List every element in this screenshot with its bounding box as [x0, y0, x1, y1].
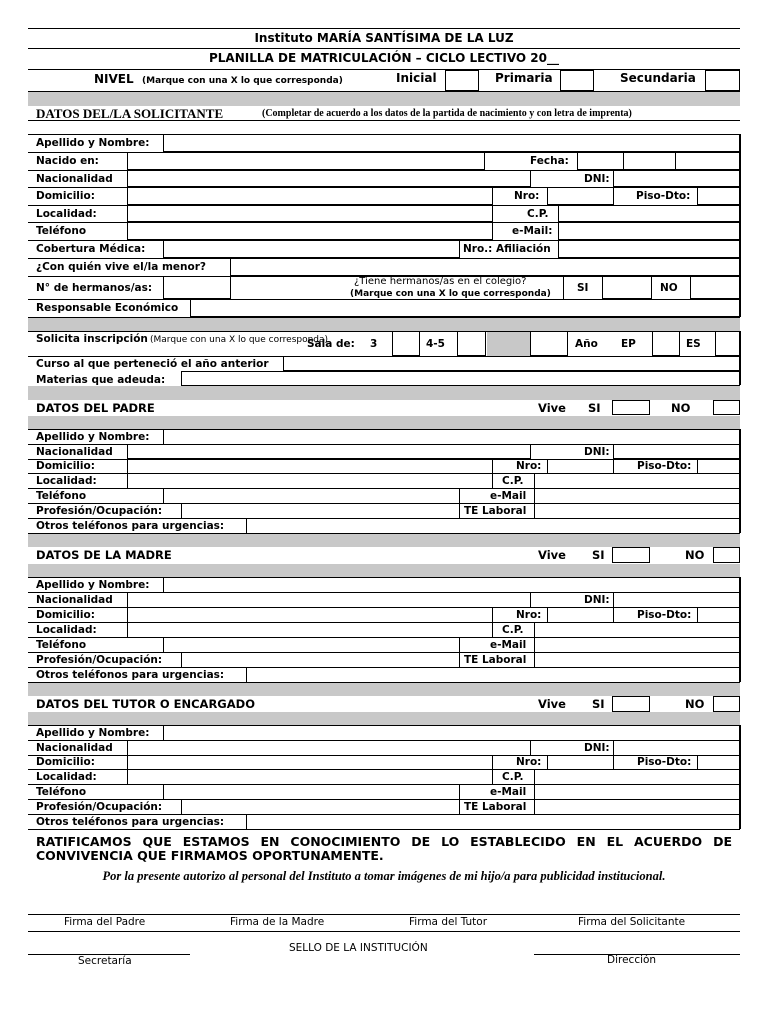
padre-profesion-label: Profesión/Ocupación:	[36, 505, 163, 517]
tutor-nacionalidad-field[interactable]	[127, 740, 531, 756]
madre-vive-no-checkbox[interactable]	[713, 547, 740, 563]
padre-nacionalidad-field[interactable]	[127, 444, 531, 459]
tutor-localidad-field[interactable]	[127, 769, 493, 785]
padre-cp-label: C.P.	[502, 475, 524, 487]
tutor-vive-no-checkbox[interactable]	[713, 696, 740, 712]
madre-profesion-label: Profesión/Ocupación:	[36, 654, 163, 666]
sol-apellido-field[interactable]	[163, 134, 740, 152]
solicitante-title: DATOS DEL/LA SOLICITANTE	[36, 106, 224, 121]
madre-dni-label: DNI:	[584, 594, 610, 606]
madre-title: DATOS DE LA MADRE	[36, 548, 172, 562]
madre-nacionalidad-label: Nacionalidad	[36, 594, 113, 606]
sol-hermanos-no-checkbox[interactable]	[690, 276, 740, 299]
sol-responsable-field[interactable]	[190, 299, 740, 317]
padre-localidad-field[interactable]	[127, 473, 493, 489]
sol-cobertura-field[interactable]	[163, 240, 460, 258]
tutor-cp-field[interactable]	[534, 769, 740, 785]
sol-nacido-label: Nacido en:	[36, 155, 99, 167]
padre-dni-field[interactable]	[613, 444, 740, 459]
tutor-title: DATOS DEL TUTOR O ENCARGADO	[36, 697, 255, 711]
padre-vive-no-checkbox[interactable]	[713, 400, 740, 415]
insc-solicita-label: Solicita inscripción	[36, 333, 148, 345]
sol-domicilio-label: Domicilio:	[36, 190, 95, 202]
tutor-vive-label: Vive	[538, 697, 566, 711]
padre-nro-label: Nro:	[516, 460, 542, 472]
sol-afiliacion-label: Nro.: Afiliación	[463, 243, 551, 255]
insc-sala-3-label: 3	[370, 338, 378, 350]
tutor-cp-label: C.P.	[502, 771, 524, 783]
madre-localidad-field[interactable]	[127, 622, 493, 638]
nivel-option-primaria: Primaria	[495, 71, 553, 85]
madre-telefono-label: Teléfono	[36, 639, 87, 651]
insc-anio-label: Año	[575, 338, 598, 350]
sol-cobertura-label: Cobertura Médica:	[36, 243, 146, 255]
padre-apellido-label: Apellido y Nombre:	[36, 431, 150, 443]
sol-fecha-year[interactable]	[675, 152, 740, 170]
institute-name: Instituto MARÍA SANTÍSIMA DE LA LUZ	[254, 31, 514, 45]
tutor-nro-field[interactable]	[547, 755, 614, 770]
sol-hermanos-colegio-note: (Marque con una X lo que corresponda)	[350, 289, 551, 299]
sol-fecha-day[interactable]	[577, 152, 624, 170]
sol-telefono-field[interactable]	[127, 222, 493, 240]
tutor-localidad-label: Localidad:	[36, 771, 97, 783]
sol-cp-label: C.P.	[527, 208, 549, 220]
madre-no-label: NO	[685, 548, 705, 562]
autorizo-statement: Por la presente autorizo al personal del Instituto a tomar imágenes de mi hijo/a para publicidad institucional.	[102, 869, 666, 883]
madre-profesion-field[interactable]	[181, 652, 460, 668]
sol-nacionalidad-field[interactable]	[127, 170, 531, 187]
tutor-profesion-label: Profesión/Ocupación:	[36, 801, 163, 813]
madre-domicilio-label: Domicilio:	[36, 609, 95, 621]
padre-piso-field[interactable]	[697, 459, 740, 474]
sol-hermanos-label: N° de hermanos/as:	[36, 282, 153, 294]
sol-domicilio-field[interactable]	[127, 187, 493, 205]
padre-email-field[interactable]	[534, 488, 740, 504]
sol-nacionalidad-label: Nacionalidad	[36, 173, 113, 185]
tutor-dni-label: DNI:	[584, 742, 610, 754]
insc-solicita-note: (Marque con una X lo que corresponda)	[150, 335, 329, 345]
tutor-vive-si-checkbox[interactable]	[612, 696, 650, 712]
tutor-email-field[interactable]	[534, 784, 740, 800]
tutor-piso-label: Piso-Dto:	[637, 756, 692, 768]
sol-hermanos-field[interactable]	[163, 276, 231, 299]
madre-cp-label: C.P.	[502, 624, 524, 636]
sol-hermanos-si-label: SI	[577, 282, 589, 294]
madre-si-label: SI	[592, 548, 605, 562]
sol-piso-field[interactable]	[697, 187, 740, 205]
padre-vive-si-checkbox[interactable]	[612, 400, 650, 415]
tutor-email-label: e-Mail	[490, 786, 527, 798]
madre-vive-label: Vive	[538, 548, 566, 562]
tutor-telefono-field[interactable]	[163, 784, 460, 800]
sol-con-quien-label: ¿Con quién vive el/la menor?	[36, 261, 206, 273]
insc-sala-3-checkbox[interactable]	[392, 331, 420, 356]
padre-email-label: e-Mail	[490, 490, 527, 502]
madre-te-laboral-label: TE Laboral	[464, 654, 527, 666]
madre-localidad-label: Localidad:	[36, 624, 97, 636]
madre-nacionalidad-field[interactable]	[127, 592, 531, 608]
padre-cp-field[interactable]	[534, 473, 740, 489]
sol-apellido-label: Apellido y Nombre:	[36, 137, 150, 149]
insc-ep-label: EP	[621, 338, 636, 350]
madre-cp-field[interactable]	[534, 622, 740, 638]
firma-madre-label: Firma de la Madre	[230, 916, 325, 928]
padre-domicilio-field[interactable]	[127, 459, 493, 474]
sol-fecha-month[interactable]	[623, 152, 676, 170]
sol-hermanos-si-checkbox[interactable]	[602, 276, 652, 299]
sol-cp-field[interactable]	[558, 205, 740, 222]
sol-piso-label: Piso-Dto:	[636, 190, 691, 202]
sol-hermanos-no-label: NO	[660, 282, 678, 294]
sello-institucion-label: SELLO DE LA INSTITUCIÓN	[289, 942, 428, 954]
padre-te-laboral-field[interactable]	[534, 503, 740, 519]
sol-nro-field[interactable]	[547, 187, 614, 205]
firma-padre-label: Firma del Padre	[64, 916, 146, 928]
tutor-te-laboral-field[interactable]	[534, 799, 740, 815]
insc-curso-field[interactable]	[283, 356, 740, 371]
madre-nro-field[interactable]	[547, 607, 614, 623]
firma-tutor-label: Firma del Tutor	[409, 916, 488, 928]
madre-vive-si-checkbox[interactable]	[612, 547, 650, 563]
tutor-apellido-field[interactable]	[163, 725, 740, 741]
tutor-telefono-label: Teléfono	[36, 786, 87, 798]
padre-no-label: NO	[671, 401, 691, 415]
insc-es-checkbox[interactable]	[715, 331, 740, 356]
nivel-option-secundaria: Secundaria	[620, 71, 696, 85]
secretaria-label: Secretaría	[78, 955, 132, 967]
sol-con-quien-field[interactable]	[230, 258, 740, 276]
tutor-domicilio-label: Domicilio:	[36, 756, 95, 768]
nivel-option-inicial: Inicial	[396, 71, 437, 85]
sol-responsable-label: Responsable Económico	[36, 302, 179, 314]
insc-sala-45-checkbox[interactable]	[457, 331, 486, 356]
nivel-note: (Marque con una X lo que corresponda)	[142, 76, 343, 86]
tutor-si-label: SI	[592, 697, 605, 711]
padre-telefono-label: Teléfono	[36, 490, 87, 502]
nivel-inicial-checkbox[interactable]	[445, 70, 479, 91]
tutor-dni-field[interactable]	[613, 740, 740, 756]
tutor-nacionalidad-label: Nacionalidad	[36, 742, 113, 754]
sol-localidad-label: Localidad:	[36, 208, 97, 220]
sol-email-field[interactable]	[558, 222, 740, 240]
sol-localidad-field[interactable]	[127, 205, 493, 222]
nivel-label: NIVEL	[94, 72, 134, 86]
padre-telefono-field[interactable]	[163, 488, 460, 504]
insc-curso-label: Curso al que perteneció el año anterior	[36, 358, 269, 370]
insc-ep-checkbox[interactable]	[652, 331, 680, 356]
insc-blank-box[interactable]	[530, 331, 568, 356]
padre-profesion-field[interactable]	[181, 503, 460, 519]
madre-te-laboral-field[interactable]	[534, 652, 740, 668]
padre-apellido-field[interactable]	[163, 429, 740, 445]
tutor-te-laboral-label: TE Laboral	[464, 801, 527, 813]
madre-telefono-field[interactable]	[163, 637, 460, 653]
madre-otros-tel-field[interactable]	[246, 667, 740, 683]
sol-hermanos-colegio-label: ¿Tiene hermanos/as en el colegio?	[354, 276, 527, 287]
madre-apellido-field[interactable]	[163, 577, 740, 593]
tutor-profesion-field[interactable]	[181, 799, 460, 815]
padre-nro-field[interactable]	[547, 459, 614, 474]
nivel-secundaria-checkbox[interactable]	[705, 70, 740, 91]
madre-email-field[interactable]	[534, 637, 740, 653]
insc-materias-field[interactable]	[181, 371, 740, 386]
tutor-otros-tel-field[interactable]	[246, 814, 740, 830]
madre-apellido-label: Apellido y Nombre:	[36, 579, 150, 591]
madre-piso-field[interactable]	[697, 607, 740, 623]
padre-piso-label: Piso-Dto:	[637, 460, 692, 472]
sol-fecha-label: Fecha:	[530, 155, 569, 167]
tutor-apellido-label: Apellido y Nombre:	[36, 727, 150, 739]
padre-domicilio-label: Domicilio:	[36, 460, 95, 472]
padre-otros-tel-label: Otros teléfonos para urgencias:	[36, 520, 225, 532]
madre-nro-label: Nro:	[516, 609, 542, 621]
sol-nacido-field[interactable]	[127, 152, 485, 170]
insc-sala-label: Sala de:	[307, 338, 355, 350]
padre-si-label: SI	[588, 401, 601, 415]
madre-domicilio-field[interactable]	[127, 607, 493, 623]
madre-piso-label: Piso-Dto:	[637, 609, 692, 621]
ratificamos-statement: RATIFICAMOS QUE ESTAMOS EN CONOCIMIENTO DE LO ESTABLECIDO EN EL ACUERDO DE CONVIVENCIA QUE FIRMAMOS OPORTUNAMENTE.	[36, 834, 732, 863]
tutor-no-label: NO	[685, 697, 705, 711]
padre-te-laboral-label: TE Laboral	[464, 505, 527, 517]
insc-materias-label: Materias que adeuda:	[36, 374, 166, 386]
madre-dni-field[interactable]	[613, 592, 740, 608]
sol-dni-field[interactable]	[613, 170, 740, 187]
tutor-domicilio-field[interactable]	[127, 755, 493, 770]
sol-email-label: e-Mail:	[512, 225, 553, 237]
tutor-nro-label: Nro:	[516, 756, 542, 768]
sol-nro-label: Nro:	[514, 190, 540, 202]
padre-title: DATOS DEL PADRE	[36, 401, 155, 415]
sol-dni-label: DNI:	[584, 173, 610, 185]
sol-afiliacion-field[interactable]	[558, 240, 740, 258]
madre-email-label: e-Mail	[490, 639, 527, 651]
padre-localidad-label: Localidad:	[36, 475, 97, 487]
tutor-piso-field[interactable]	[697, 755, 740, 770]
padre-dni-label: DNI:	[584, 446, 610, 458]
nivel-primaria-checkbox[interactable]	[560, 70, 594, 91]
direccion-label: Dirección	[607, 954, 657, 966]
insc-sala-45-label: 4-5	[426, 338, 445, 350]
madre-otros-tel-label: Otros teléfonos para urgencias:	[36, 669, 225, 681]
insc-es-label: ES	[686, 338, 701, 350]
form-title: PLANILLA DE MATRICULACIÓN – CICLO LECTIVO 20__	[208, 51, 559, 65]
solicitante-note: (Completar de acuerdo a los datos de la partida de nacimiento y con letra de imprenta)	[262, 108, 632, 119]
padre-nacionalidad-label: Nacionalidad	[36, 446, 113, 458]
tutor-otros-tel-label: Otros teléfonos para urgencias:	[36, 816, 225, 828]
padre-vive-label: Vive	[538, 401, 566, 415]
firma-solicitante-label: Firma del Solicitante	[578, 916, 686, 928]
padre-otros-tel-field[interactable]	[246, 518, 740, 534]
sol-telefono-label: Teléfono	[36, 225, 87, 237]
